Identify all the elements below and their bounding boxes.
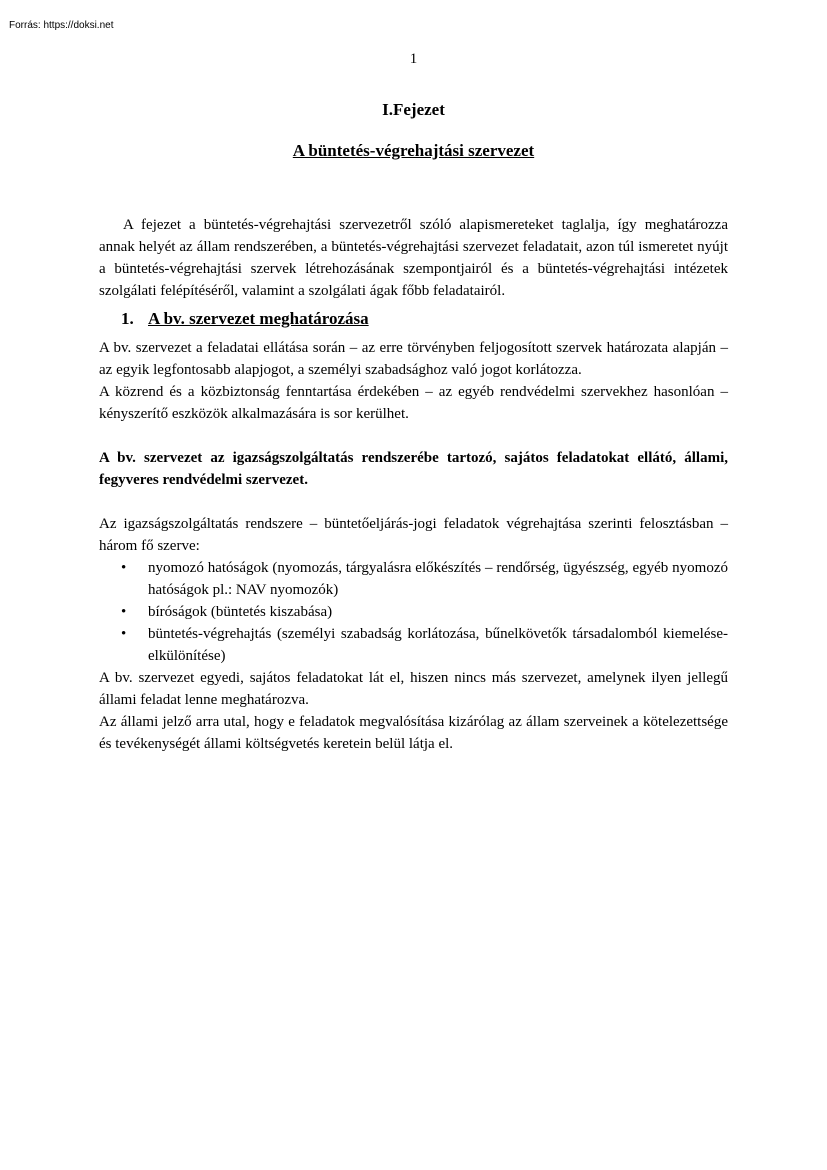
chapter-subtitle: A büntetés-végrehajtási szervezet — [292, 141, 535, 160]
page-number: 1 — [409, 51, 418, 67]
section-title: A bv. szervezet meghatározása — [148, 309, 369, 328]
definition-paragraph: A bv. szervezet az igazságszolgáltatás rendszerébe tartozó, sajátos feladatokat ellátó, állami, fegyveres rendvédelmi szervezet. — [99, 450, 728, 488]
list-item-text: bíróságok (büntetés kiszabása) — [148, 604, 333, 620]
document-body — [99, 214, 728, 755]
list-item — [99, 557, 728, 601]
bullet-icon: • — [121, 604, 127, 620]
list-item-text: nyomozó hatóságok (nyomozás, tárgyalásra előkészítés – rendőrség, ügyészség, egyéb nyomozó hatóságok pl.: NAV nyomozók) — [148, 560, 728, 598]
list-item-text: büntetés-végrehajtás (személyi szabadság korlátozása, bűnelkövetők társadalomból kiemelése-elkülönítése) — [148, 626, 728, 664]
chapter-title: I.Fejezet — [382, 100, 445, 119]
paragraph-unique-tasks: A bv. szervezet egyedi, sajátos feladatokat lát el, hiszen nincs más szervezet, amelynek ilyen jellegű állami feladat lenne meghatározva. — [99, 670, 728, 708]
source-attribution: Forrás: https://doksi.net — [9, 20, 114, 31]
paragraph-state-attribute: Az állami jelző arra utal, hogy e feladatok megvalósítása kizárólag az állam szerveinek a kötelezettsége és tevékenységét állami költségvetés keretein belül látja el. — [99, 714, 728, 752]
bullet-icon: • — [121, 560, 127, 576]
justice-organs-list — [99, 557, 728, 667]
paragraph-rights-restriction: A bv. szervezet a feladatai ellátása során – az erre törvényben feljogosított szervek határozata alapján – az egyik legfontosabb alapjogot, a személyi szabadsághoz való jogot korlátozza. — [99, 340, 728, 378]
bullet-icon: • — [121, 626, 127, 642]
section-number: 1. — [121, 309, 134, 328]
section-heading — [99, 307, 728, 331]
list-item — [99, 623, 728, 667]
paragraph-public-order: A közrend és a közbiztonság fenntartása érdekében – az egyéb rendvédelmi szervekhez hasonlóan – kényszerítő eszközök alkalmazására is sor kerülhet. — [99, 384, 728, 422]
intro-paragraph: A fejezet a büntetés-végrehajtási szervezetről szóló alapismereteket taglalja, így meghatározza annak helyét az állam rendszerében, a büntetés-végrehajtási szervezet feladatait, azon túl ismeretet nyújt a büntetés-végrehajtási szervek létrehozásának szempontjairól és a büntetés-végrehajtási intézetek szolgálati felépítéséről, valamint a szolgálati ágak főbb feladatairól. — [99, 217, 728, 299]
paragraph-justice-system: Az igazságszolgáltatás rendszere – büntetőeljárás-jogi feladatok végrehajtása szerinti felosztásban – három fő szerve: — [99, 516, 728, 554]
list-item — [99, 601, 728, 623]
